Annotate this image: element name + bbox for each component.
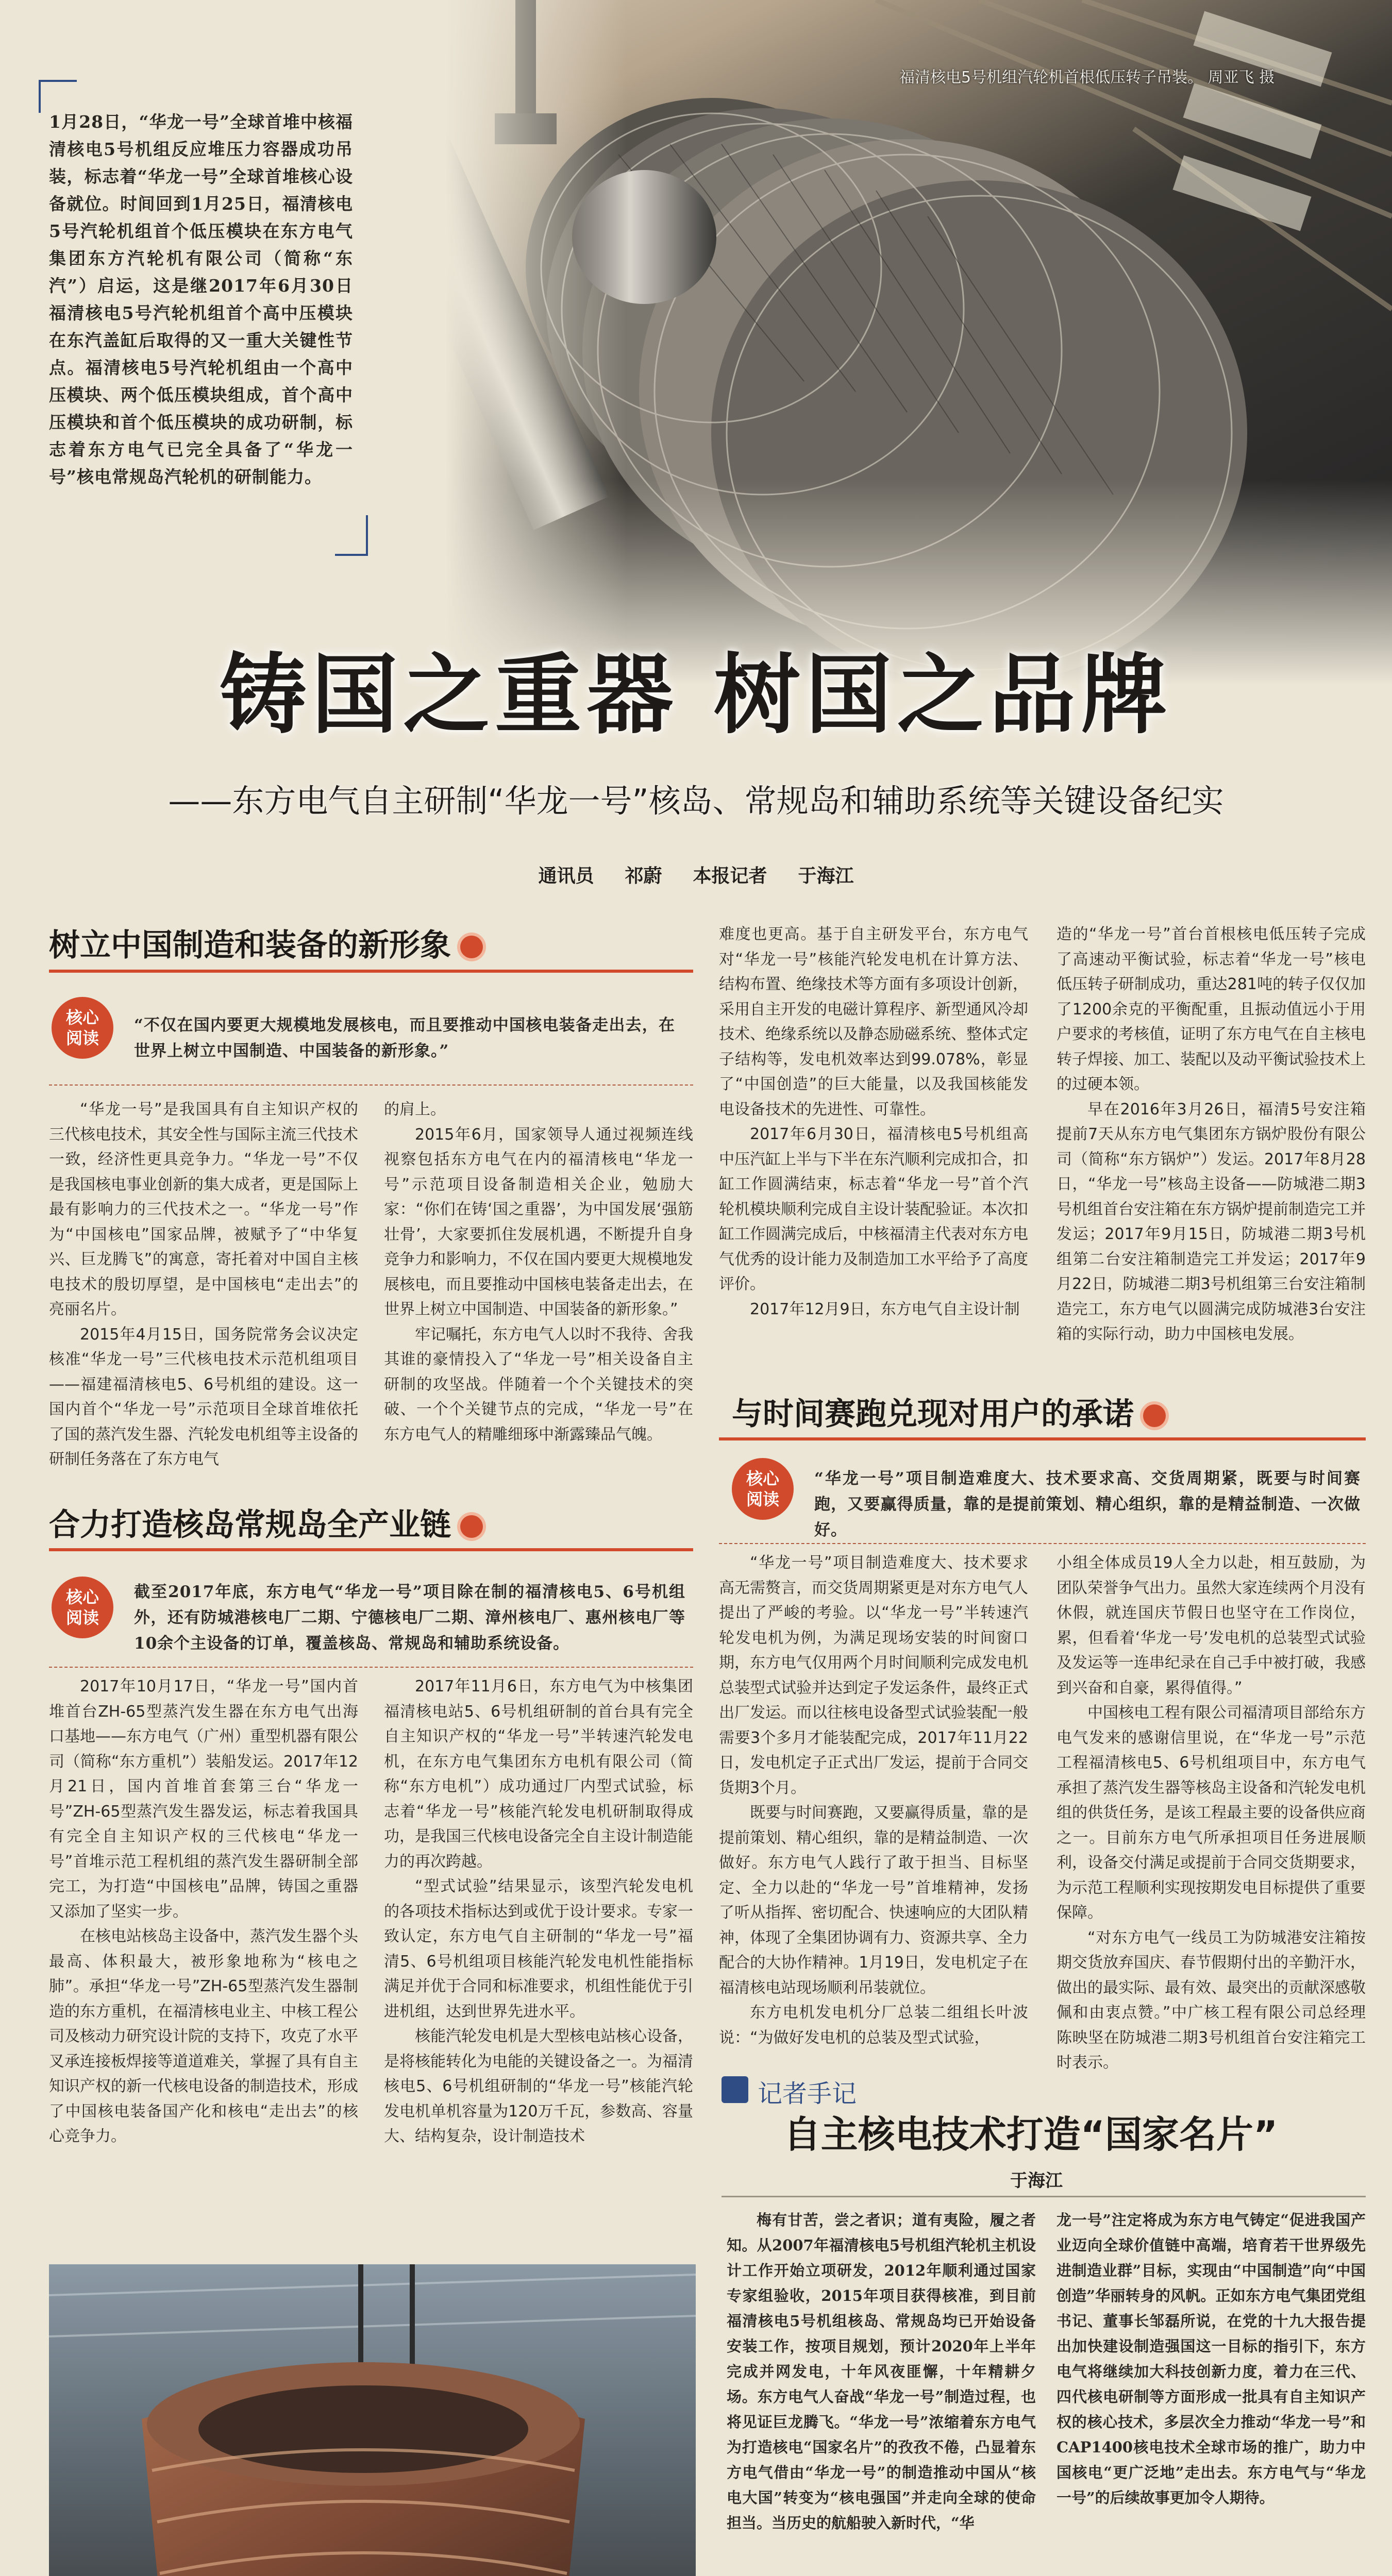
commentary-author: 于海江 xyxy=(1010,2171,1063,2191)
right-col4 xyxy=(1056,922,1366,1347)
paragraph: “对东方电气一线员工为防城港安注箱按期交货放弃国庆、春节假期付出的辛勤汗水，做出的最实际、最有效、最突出的贡献深感敬佩和由衷点赞。”中广核工程有限公司总经理陈映坚在防城港二期3号机组首台安注箱完工时表示。 xyxy=(1056,1928,1366,2072)
lead-paragraph: 1月28日，“华龙一号”全球首堆中核福清核电5号机组反应堆压力容器成功吊装，标志着“华龙一号”全球首堆核心设备就位。时间回到1月25日，福清核电5号汽轮机组首个低压模块在东方电气集团东方汽轮机有限公司（简称“东汽”）启运，这是继2017年6月30日福清核电5号汽轮机组首个高中压模块在东汽盖缸后取得的又一重大关键性节点。福清核电5号汽轮机组由一个高中压模块、两个低压模块组成，首个高中压模块和首个低压模块的成功研制，标志着东方电气已完全具备了“华龙一号”核电常规岛汽轮机的研制能力。 xyxy=(49,112,353,487)
section2-col2 xyxy=(384,1674,693,2149)
section3-col5 xyxy=(719,1551,1028,2050)
byline xyxy=(0,861,1392,888)
core-reading-badge-1 xyxy=(52,997,113,1059)
section1-quote-rule xyxy=(49,1084,693,1086)
paragraph: 早在2016年3月26日，福清5号安注箱提前7天从东方电气集团东方锅炉股份有限公司（简称“东方锅炉”）发运。2017年8月28日，“华龙一号”核岛主设备——防城港二期3号机组首台安注箱在东方锅炉提前制造完工并发运；2017年9月15日，防城港二期3号机组第二台安注箱制造完工并发运；2017年9月22日，防城港二期3号机组第三台安注箱制造完工，东方电气以圆满完成防城港3台安注箱的实际行动，助力中国核电发展。 xyxy=(1056,1100,1366,1343)
paragraph: 梅有甘苦，尝之者识；道有夷险，履之者知。从2007年福清核电5号机组汽轮机主机设计工作开始立项研发，2012年顺利通过国家专家组验收，2015年项目获得核准，到目前福清核电5号机组核岛、常规岛均已开始设备安装工作，按项目规划，预计2020年上半年完成并网发电，十年风夜匪懈，十年精耕夕场。东方电气人奋战“华龙一号”制造过程，也将见证巨龙腾飞。“华龙一号”浓缩着东方电气为打造核电“国家名片”的孜孜不倦，凸显着东方电气借由“华龙一号”的制造推动中国从“核电大国”转变为“核电强国”并走向全球的使命担当。当历史的航船驶入新时代，“华 xyxy=(727,2211,1036,2532)
commentary-col1 xyxy=(727,2208,1036,2536)
subheadline: ——东方电气自主研制“华龙一号”核岛、常规岛和辅助系统等关键设备纪实 xyxy=(168,782,1224,820)
section3-quote: “华龙一号”项目制造难度大、技术要求高、交货周期紧，既要与时间赛跑，又要赢得质量，靠的是提前策划、精心组织，靠的是精益制造、一次做好。 xyxy=(814,1469,1361,1539)
commentary-title: 自主核电技术打造“国家名片” xyxy=(783,2113,1278,2156)
core-reading-badge-2 xyxy=(52,1577,113,1638)
paragraph: 难度也更高。基于自主研发平台，东方电气对“华龙一号”核能汽轮发电机在计算方法、结构布置、绝缘技术等方面有多项设计创新，采用自主开发的电磁计算程序、新型通风冷却技术、绝缘系统以及静态励磁系统、整体式定子结构等，发电机效率达到99.078%，彰显了“中国创造”的巨大能量，以及我国核能发电设备技术的先进性、可靠性。 xyxy=(719,925,1028,1118)
casing-illustration xyxy=(49,2264,696,2576)
paragraph: 造的“华龙一号”首台首根核电低压转子完成了高速动平衡试验，标志着“华龙一号”核电低压转子研制成功，重达281吨的转子仅仅加了1200余克的平衡配重，且振动值远小于用户要求的考核值，证明了东方电气在自主核电转子焊接、加工、装配以及动平衡试验技术上的过硬本领。 xyxy=(1056,925,1366,1093)
section3-title-text: 与时间赛跑兑现对用户的承诺 xyxy=(732,1396,1134,1432)
paragraph: 的肩上。 xyxy=(384,1100,446,1118)
section-dot-icon xyxy=(460,1515,483,1538)
paragraph: “华龙一号”是我国具有自主知识产权的三代核电技术，其安全性与国际主流三代技术一致，经济性更具竞争力。“华龙一号”不仅是我国核电事业创新的集大成者，更是国际上最有影响力的三代技术之一。“华龙一号”作为“中国核电”国家品牌，被赋予了“中华复兴、巨龙腾飞”的寓意，寄托着对中国自主核电技术的殷切厚望，是中国核电“走出去”的亮丽名片。 xyxy=(49,1100,358,1318)
bottom-casing-photo xyxy=(49,2264,696,2576)
section1-col2 xyxy=(384,1097,693,1447)
badge-line1: 核心 xyxy=(746,1469,779,1488)
section2-quote-rule xyxy=(49,1667,693,1668)
paragraph: 核能汽轮发电机是大型核电站核心设备，是将核能转化为电能的关键设备之一。为福清核电5、6号机组研制的“华龙一号”核能汽轮发电机单机容量为120万千瓦，参数高、容量大、结构复杂，设计制造技术 xyxy=(384,2027,693,2145)
right-col3 xyxy=(719,922,1028,1322)
badge-line2: 阅读 xyxy=(746,1489,779,1509)
badge-line1: 核心 xyxy=(65,1587,99,1607)
top-photo-caption: 福清核电5号机组汽轮机首根低压转子吊装。 周亚飞 摄 xyxy=(899,69,1275,87)
section1-quote: “不仅在国内要更大规模地发展核电，而且要推动中国核电装备走出去，在世界上树立中国制造、中国装备的新形象。” xyxy=(134,1016,675,1060)
byline-label-1: 通讯员 xyxy=(538,866,594,887)
paragraph: 小组全体成员19人全力以赴，相互鼓励，为团队荣誉争气出力。虽然大家连续两个月没有休假，就连国庆节假日也坚守在工作岗位，累，但看着‘华龙一号’发电机的总装型式试验及发运等一连串纪录在自己手中被打破，我感到兴奋和自豪，累得值得。” xyxy=(1056,1554,1366,1697)
section3-title xyxy=(732,1391,1166,1437)
core-reading-badge-3 xyxy=(732,1458,794,1520)
reporter-note-icon xyxy=(722,2076,748,2103)
paragraph: “型式试验”结果显示，该型汽轮发电机的各项技术指标达到或优于设计要求。专家一致认定，东方电气自主研制的“华龙一号”福清5、6号机组项目核能汽轮发电机性能指标满足并优于合同和标准要求，机组性能优于引进机组，达到世界先进水平。 xyxy=(384,1877,693,2021)
section3-rule xyxy=(719,1437,1366,1440)
section1-title xyxy=(49,922,483,969)
badge-line2: 阅读 xyxy=(65,1028,99,1048)
section-dot-icon xyxy=(1143,1404,1166,1427)
section1-rule xyxy=(49,970,693,973)
section2-rule xyxy=(49,1548,693,1551)
badge-line1: 核心 xyxy=(65,1008,99,1027)
paragraph: 2017年12月9日，东方电气自主设计制 xyxy=(750,1300,1020,1318)
byline-label-2: 本报记者 xyxy=(693,866,767,887)
commentary-col2 xyxy=(1056,2208,1366,2511)
section2-col1 xyxy=(49,1674,358,2149)
paragraph: 东方电机发电机分厂总装二组组长叶波说：“为做好发电机的总装及型式试验， xyxy=(719,2004,1028,2047)
section3-quote-rule xyxy=(719,1543,1366,1544)
paragraph: 在核电站核岛主设备中，蒸汽发生器个头最高、体积最大，被形象地称为“核电之肺”。承担“华龙一号”ZH-65型蒸汽发生器制造的东方重机，在福清核电业主、中核工程公司及核动力研究设计院的支持下，攻克了水平叉承连接板焊接等道道难关，掌握了具有自主知识产权的新一代核电设备的制造技术，形成了中国核电装备国产化和核电“走出去”的核心竞争力。 xyxy=(49,1927,358,2145)
paragraph: 2017年11月6日，东方电气为中核集团福清核电站5、6号机组研制的首台具有完全自主知识产权的“华龙一号”半转速汽轮发电机，在东方电气集团东方电机有限公司（简称“东方电机”）成功通过厂内型式试验，标志着“华龙一号”核能汽轮发电机研制取得成功，是我国三代核电设备完全自主设计制造能力的再次跨越。 xyxy=(384,1677,693,1871)
paragraph: 2017年10月17日，“华龙一号”国内首堆首台ZH-65型蒸汽发生器在东方电气出海口基地——东方电气（广州）重型机器有限公司（简称“东方重机”）装船发运。2017年12月21日，国内首堆首套第三台“华龙一号”ZH-65型蒸汽发生器发运，标志着我国具有完全自主知识产权的三代核电“华龙一号”首堆示范工程机组的蒸汽发生器研制全部完工，为打造“中国核电”品牌，铸国之重器又添加了坚实一步。 xyxy=(49,1677,358,1921)
paragraph: 中国核电工程有限公司福清项目部给东方电气发来的感谢信里说，在“华龙一号”示范工程福清核电5、6号机组项目中，东方电气承担了蒸汽发生器等核岛主设备和汽轮发电机组的供货任务，是该工程最主要的设备供应商之一。目前东方电气所承担项目任务进展顺利，设备交付满足或提前于合同交货期要求，为示范工程顺利实现按期发电目标提供了重要保障。 xyxy=(1056,1704,1366,1922)
paragraph: 2015年4月15日，国务院常务会议决定核准“华龙一号”三代核电技术示范机组项目——福建福清核电5、6号机组的建设。这一国内首个“华龙一号”示范项目全球首堆依托了国的蒸汽发生器、汽轮发电机组等主设备的研制任务落在了东方电气 xyxy=(49,1325,358,1468)
headline: 铸国之重器 树国之品牌 xyxy=(220,645,1172,745)
byline-name-2: 于海江 xyxy=(798,866,854,887)
section2-title-text: 合力打造核岛常规岛全产业链 xyxy=(49,1507,451,1543)
lead-bracket-bottom xyxy=(335,515,368,556)
commentary-rule xyxy=(722,2196,1366,2197)
section2-quote: 截至2017年底，东方电气“华龙一号”项目除在制的福清核电5、6号机组外，还有防城港核电厂二期、宁德核电厂二期、漳州核电厂、惠州核电厂等10余个主设备的订单，覆盖核岛、常规岛和辅助系统设备。 xyxy=(134,1583,685,1653)
paragraph: 龙一号”注定将成为东方电气铸定“促进我国产业迈向全球价值链中高端，培育若干世界级先进制造业群”目标，实现由“中国制造”向“中国创造”华丽转身的风帆。正如东方电气集团党组书记、董事长邹磊所说，在党的十九大报告提出加快建设制造强国这一目标的指引下，东方电气将继续加大科技创新力度，着力在三代、四代核电研制等方面形成一批具有自主知识产权的核心技术，多层次全力推动“华龙一号”和CAP1400核电技术全球市场的推广，助力中国核电“更广泛地”走出去。东方电气与“华龙一号”的后续故事更加令人期待。 xyxy=(1056,2211,1366,2506)
section-dot-icon xyxy=(460,936,483,958)
section1-col1 xyxy=(49,1097,358,1472)
paragraph: 2015年6月，国家领导人通过视频连线视察包括东方电气在内的福清核电“华龙一号”示范项目设备制造相关企业，勉励大家：“你们在铸‘国之重器’，为中国发展‘强筋壮骨’，大家要抓住发展机遇，不断提升自身竞争力和影响力，不仅在国内要更大规模地发展核电，而且要推动中国核电装备走出去，在世界上树立中国制造、中国装备的新形象。” xyxy=(384,1125,693,1318)
paragraph: 2017年6月30日，福清核电5号机组高中压汽缸上半与下半在东汽顺利完成扣合，扣缸工作圆满结束，标志着“华龙一号”首个汽轮机模块顺利完成自主设计装配验证。本次扣缸工作圆满完成后，中核福清主代表对东方电气优秀的设计能力及制造加工水平给予了高度评价。 xyxy=(719,1125,1028,1293)
paragraph: “华龙一号”项目制造难度大、技术要求高无需赘言，而交货周期紧更是对东方电气人提出了严峻的考验。以“华龙一号”半转速汽轮发电机为例，为满足现场安装的时间窗口期，东方电气仅用两个月时间顺利完成发电机总装型式试验并达到定子发运条件，最终正式出厂发运。而以往核电设备型式试验装配一般需要3个多月才能装配完成，2017年11月22日，发电机定子正式出厂发运，提前于合同交货期3个月。 xyxy=(719,1554,1028,1797)
byline-name-1: 祁蔚 xyxy=(625,866,662,887)
paragraph: 既要与时间赛跑，又要赢得质量，靠的是提前策划、精心组织，靠的是精益制造、一次做好。东方电气人践行了敢于担当、目标坚定、全力以赴的“华龙一号”首堆精神，发扬了听从指挥、密切配合、快速响应的大团队精神，体现了全集团协调有力、资源共享、全力配合的大协作精神。1月19日，发电机定子在福清核电站现场顺利吊装就位。 xyxy=(719,1804,1028,1997)
section3-col6 xyxy=(1056,1551,1366,2076)
section1-title-text: 树立中国制造和装备的新形象 xyxy=(49,927,451,963)
reporter-note-label: 记者手记 xyxy=(758,2079,857,2108)
section2-title xyxy=(49,1502,483,1548)
paragraph: 牢记嘱托，东方电气人以时不我待、舍我其谁的豪情投入了“华龙一号”相关设备自主研制的攻坚战。伴随着一个个关键技术的突破、一个个关键节点的完成，“华龙一号”在东方电气人的精雕细琢中渐露臻品气魄。 xyxy=(384,1325,693,1444)
badge-line2: 阅读 xyxy=(65,1608,99,1628)
